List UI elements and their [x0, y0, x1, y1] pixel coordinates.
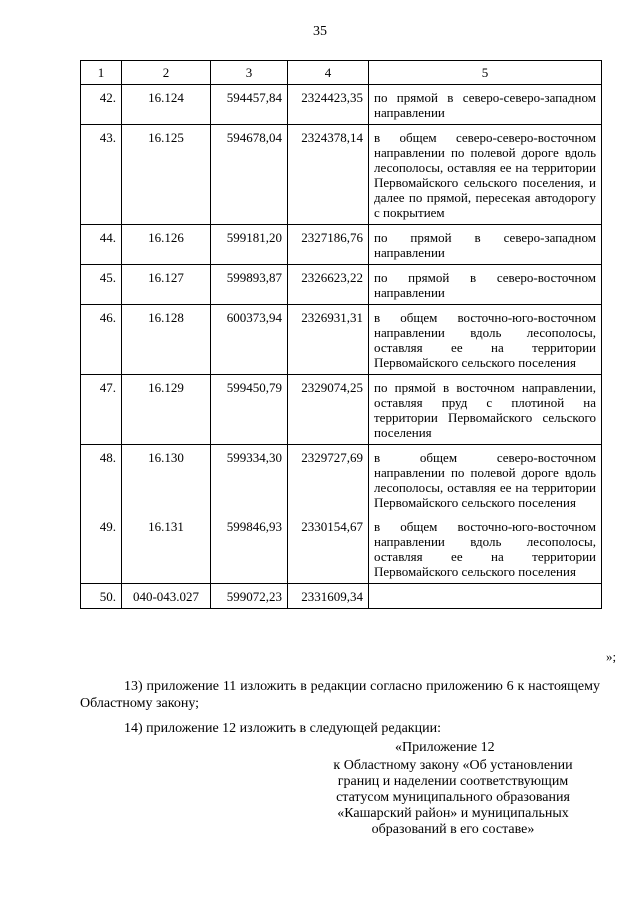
table-row: [81, 514, 602, 584]
annex-caption-line: к Областному закону «Об установлении: [333, 758, 573, 773]
point-id: 16.128: [122, 305, 211, 375]
coord-y: 2324378,14: [288, 125, 369, 225]
table-row: [81, 305, 602, 375]
table-row: [81, 584, 602, 609]
row-number: 43.: [81, 125, 122, 225]
column-header: 3: [211, 61, 288, 85]
annex-caption-line: образований в его составе»: [371, 822, 535, 837]
row-number: 48.: [81, 445, 122, 515]
row-number: 44.: [81, 225, 122, 265]
annex-caption-line: границ и наделении соответствующим: [337, 774, 569, 789]
table-closing-quote: »;: [606, 649, 617, 664]
row-number: 50.: [81, 584, 122, 609]
coord-x: 594457,84: [211, 85, 288, 125]
coord-y: 2329074,25: [288, 375, 369, 445]
table-row: [81, 445, 602, 515]
segment-description: в общем восточно-юго-восточном направлении вдоль лесополосы, оставляя ее на территории Первомайского сельского поселения: [369, 514, 602, 584]
point-id: 16.129: [122, 375, 211, 445]
annex-heading: «Приложение 12: [395, 740, 495, 755]
item-13-paragraph: 13) приложение 11 изложить в редакции согласно приложению 6 к настоящему Областному закону;: [80, 679, 600, 711]
page-number: 35: [313, 24, 327, 39]
coord-y: 2326931,31: [288, 305, 369, 375]
point-id: 16.126: [122, 225, 211, 265]
coord-y: 2329727,69: [288, 445, 369, 515]
row-number: 47.: [81, 375, 122, 445]
coord-x: 599181,20: [211, 225, 288, 265]
column-header: 1: [81, 61, 122, 85]
point-id: 040-043.027: [122, 584, 211, 609]
column-header: 2: [122, 61, 211, 85]
segment-description: по прямой в северо-северо-западном направлении: [369, 85, 602, 125]
annex-caption-line: «Кашарский район» и муниципальных: [337, 806, 569, 821]
coord-x: 599334,30: [211, 445, 288, 515]
coord-y: 2327186,76: [288, 225, 369, 265]
segment-description: по прямой в восточном направлении, оставляя пруд с плотиной на территории Первомайского сельского поселения: [369, 375, 602, 445]
column-header: 4: [288, 61, 369, 85]
table-row: [81, 125, 602, 225]
row-number: 46.: [81, 305, 122, 375]
column-header: 5: [369, 61, 602, 85]
coord-x: 599846,93: [211, 514, 288, 584]
row-number: 49.: [81, 514, 122, 584]
segment-description: в общем восточно-юго-восточном направлении вдоль лесополосы, оставляя ее на территории Первомайского сельского поселения: [369, 305, 602, 375]
table-header-row: [81, 61, 602, 85]
coord-y: 2326623,22: [288, 265, 369, 305]
segment-description: по прямой в северо-западном направлении: [369, 225, 602, 265]
row-number: 42.: [81, 85, 122, 125]
coord-y: 2331609,34: [288, 584, 369, 609]
item-14-paragraph: 14) приложение 12 изложить в следующей редакции:: [124, 721, 441, 736]
row-number: 45.: [81, 265, 122, 305]
table-row: [81, 85, 602, 125]
coord-x: 599893,87: [211, 265, 288, 305]
coord-x: 599450,79: [211, 375, 288, 445]
coord-x: 594678,04: [211, 125, 288, 225]
coord-y: 2330154,67: [288, 514, 369, 584]
coord-x: 600373,94: [211, 305, 288, 375]
point-id: 16.127: [122, 265, 211, 305]
segment-description: в общем северо-восточном направлении по полевой дороге вдоль лесополосы, оставляя ее на территории Первомайского сельского поселения: [369, 445, 602, 515]
segment-description: [369, 584, 602, 609]
annex-caption-line: статусом муниципального образования: [336, 790, 570, 805]
boundary-points-table: [80, 60, 602, 609]
point-id: 16.124: [122, 85, 211, 125]
point-id: 16.131: [122, 514, 211, 584]
coord-x: 599072,23: [211, 584, 288, 609]
table-row: [81, 375, 602, 445]
point-id: 16.130: [122, 445, 211, 515]
table-row: [81, 225, 602, 265]
coord-y: 2324423,35: [288, 85, 369, 125]
annex-caption: [300, 758, 606, 838]
table-row: [81, 265, 602, 305]
segment-description: в общем северо-северо-восточном направлении по полевой дороге вдоль лесополосы, оставляя ее на территории Первомайского сельского поселения, и далее по прямой, пересекая автодорогу с покрытием: [369, 125, 602, 225]
point-id: 16.125: [122, 125, 211, 225]
segment-description: по прямой в северо-восточном направлении: [369, 265, 602, 305]
